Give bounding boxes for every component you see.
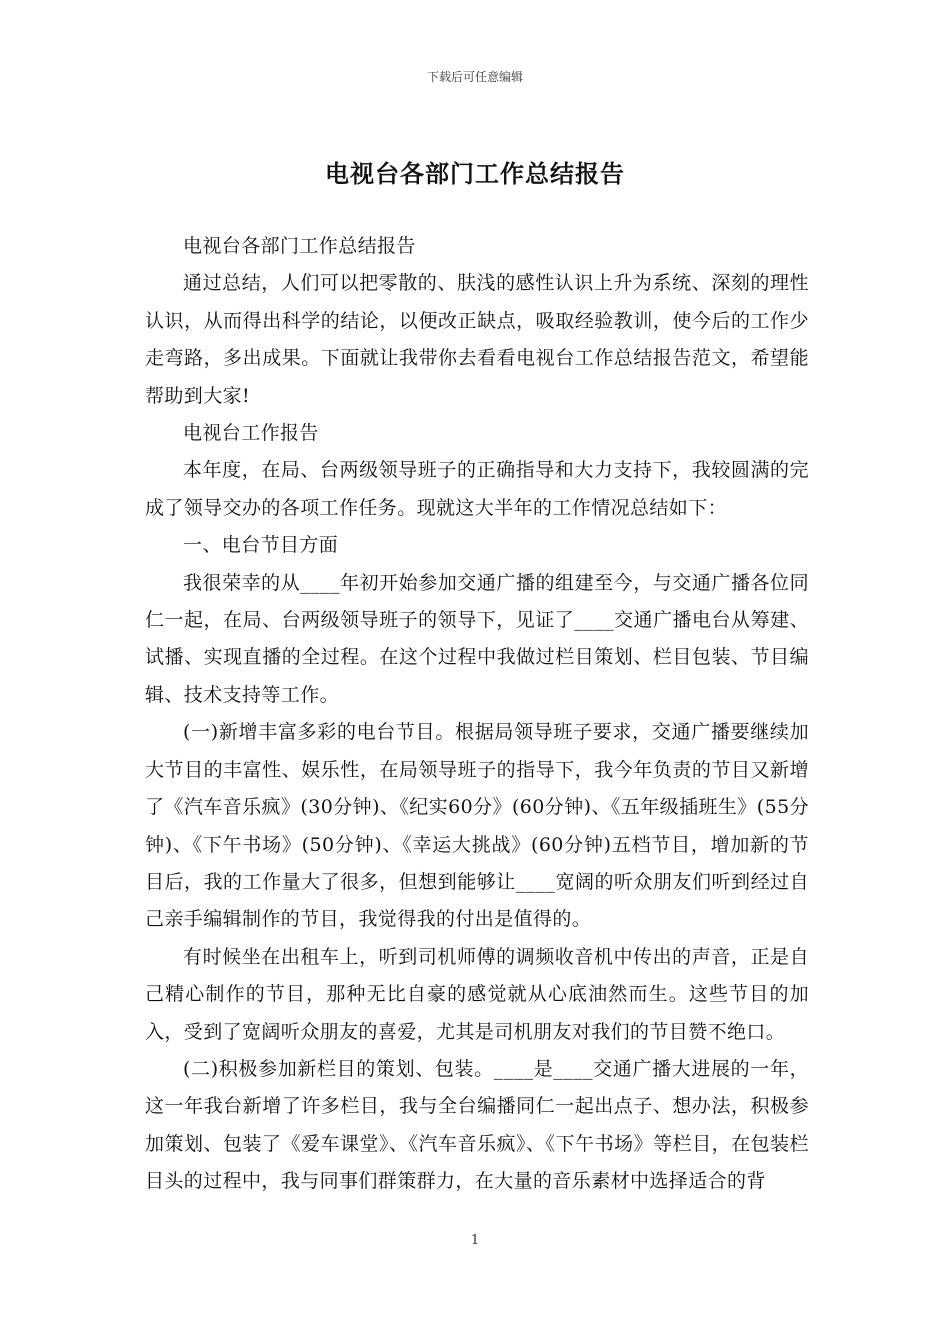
document-title: 电视台各部门工作总结报告 (325, 160, 625, 188)
header-note: 下载后可任意编辑 (426, 70, 523, 84)
paragraph-intro: 通过总结，人们可以把零散的、肤浅的感性认识上升为系统、深刻的理性认识，从而得出科学的结论，以便改正缺点，吸取经验教训，使今后的工作少走弯路，多出成果。下面就让我带你去看看电视台工作总结报告范文，希望能帮助到大家! (145, 272, 809, 407)
page-number: 1 (470, 1233, 480, 1248)
paragraph-new-columns: (二)积极参加新栏目的策划、包装。____是____交通广播大进展的一年，这一年我台新增了许多栏目，我与全台编播同仁一起出点子、想办法，积极参加策划、包装了《爱车课堂》、《汽车音乐疯》、《下午书场》等栏目，在包装栏目头的过程中，我与同事们群策群力，在大量的音乐素材中选择适合的背 (145, 1057, 809, 1193)
paragraph-report-heading: 电视台工作报告 (183, 422, 319, 445)
paragraph-subtitle: 电视台各部门工作总结报告 (183, 235, 416, 257)
paragraph-radio-history: 我很荣幸的从____年初开始参加交通广播的组建至今，与交通广播各位同仁一起，在局、台两级领导班子的领导下，见证了____交通广播电台从筹建、试播、实现直播的全过程。在这个过程中我做过栏目策划、栏目包装、节目编辑、技术支持等工作。 (145, 571, 809, 706)
paragraph-new-programs: (一)新增丰富多彩的电台节目。根据局领导班子要求，交通广播要继续加大节目的丰富性、娱乐性，在局领导班子的指导下，我今年负责的节目又新增了《汽车音乐疯》(30分钟)、《纪实60分》(60分钟)、《五年级插班生》(55分钟)、《下午书场》(50分钟)、《幸运大挑战》(60分钟)五档节目，增加新的节目后，我的工作量大了很多，但想到能够让____宽阔的听众朋友们听到经过自己亲手编辑制作的节目，我觉得我的付出是值得的。 (145, 721, 809, 931)
section-heading-radio: 一、电台节目方面 (183, 534, 339, 557)
paragraph-overview: 本年度，在局、台两级领导班子的正确指导和大力支持下，我较圆满的完成了领导交办的各项工作任务。现就这大半年的工作情况总结如下： (145, 459, 809, 519)
document-body (145, 228, 809, 1201)
paragraph-feedback: 有时候坐在出租车上，听到司机师傅的调频收音机中传出的声音，正是自己精心制作的节目，那种无比自豪的感觉就从心底油然而生。这些节目的加入，受到了宽阔听众朋友的喜爱，尤其是司机朋友对我们的节目赞不绝口。 (145, 945, 809, 1043)
